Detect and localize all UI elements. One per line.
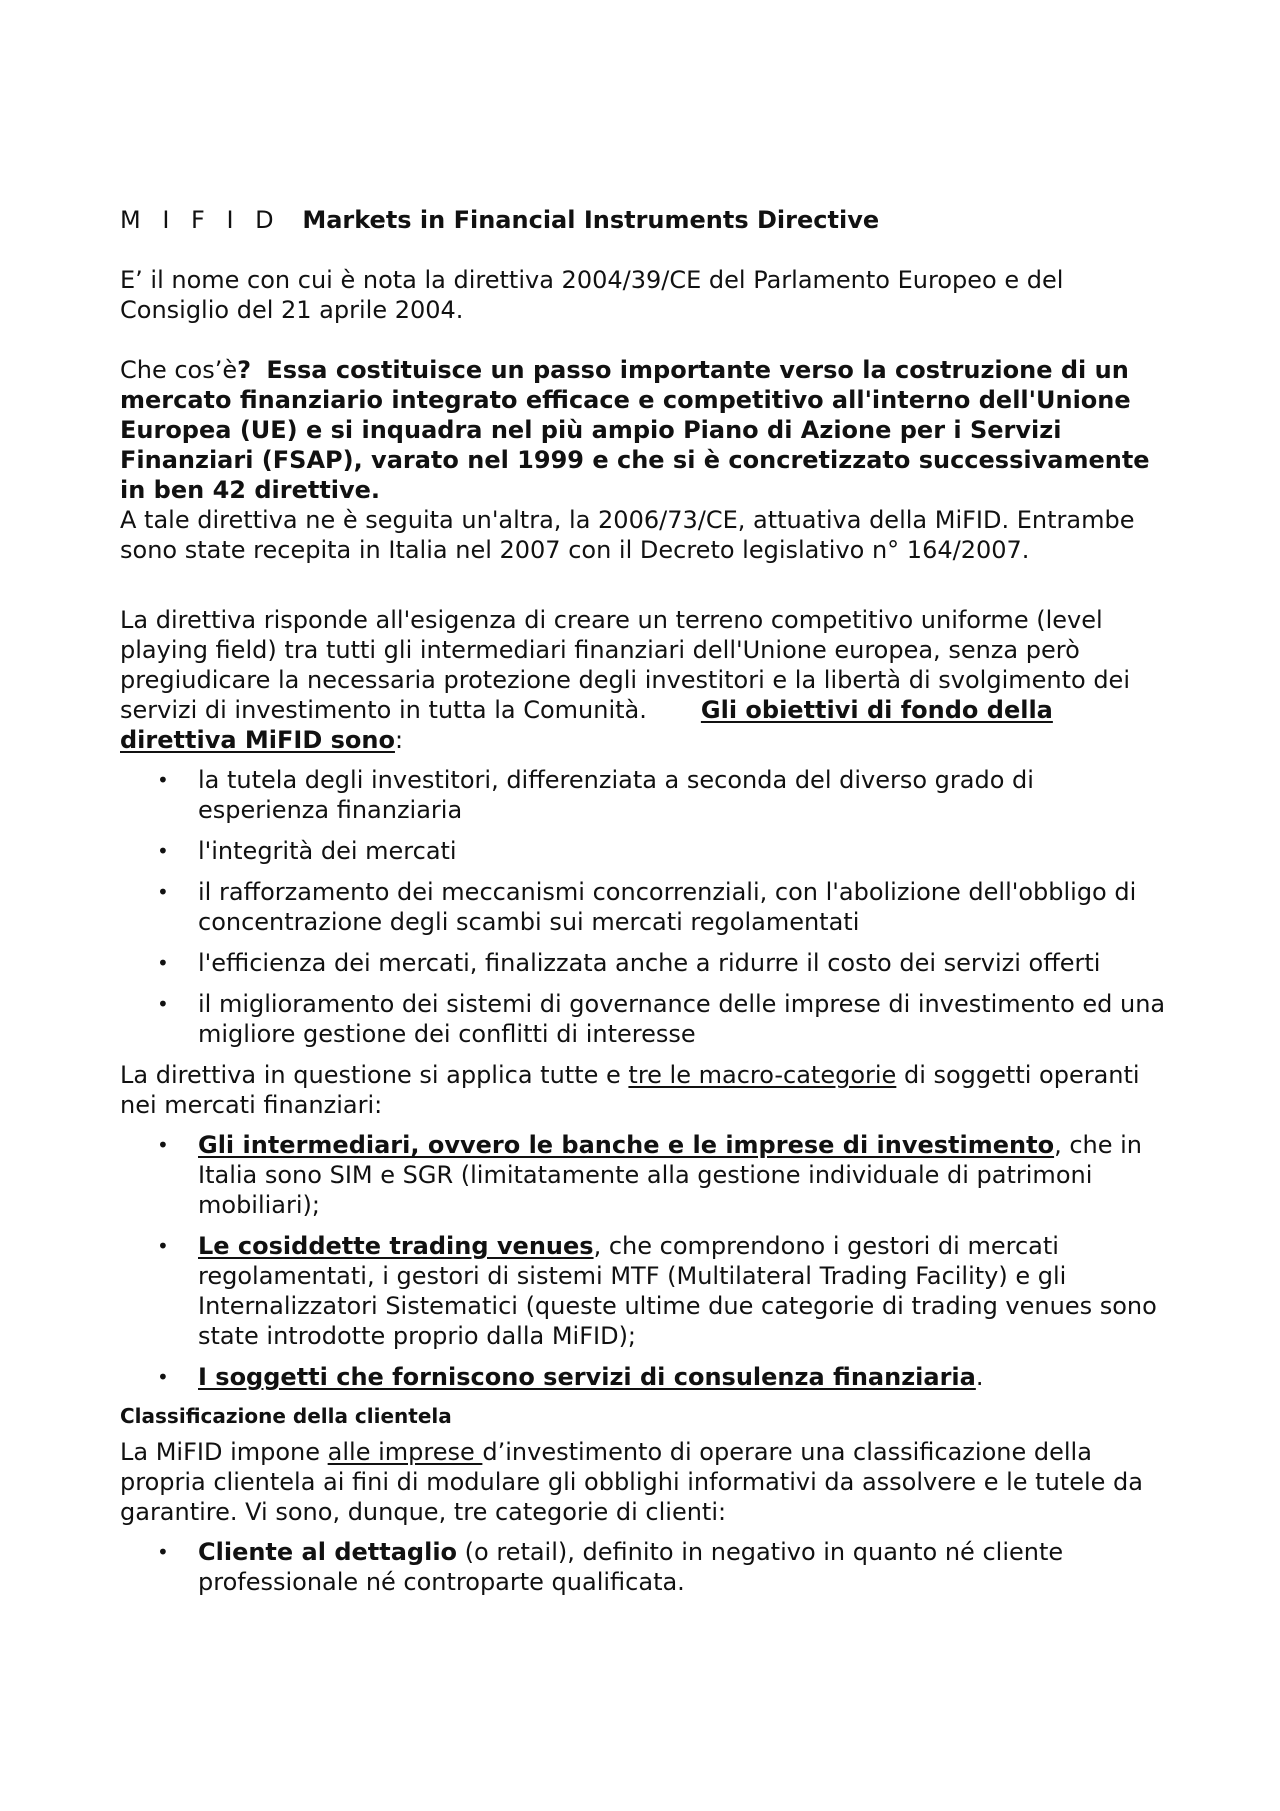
purpose-paragraph	[120, 605, 1170, 755]
bullet-icon: •	[157, 880, 169, 904]
clients-list	[120, 1537, 1170, 1597]
subjects-list	[120, 1130, 1170, 1392]
list-item: • I soggetti che forniscono servizi di consulenza finanziaria.	[157, 1363, 984, 1391]
bullet-icon: •	[157, 992, 169, 1016]
bullet-icon: •	[157, 839, 169, 863]
what-answer-bold: Essa costituisce un passo importante verso la costruzione di un mercato finanziario integrato efficace e competitivo all'interno dell'Unione Europea (UE) e si inquadra nel più ampio Piano di Azione per i Servizi Finanziari (FSAP), varato nel 1999 e che si è concretizzato successivamente in ben 42 direttive.	[120, 356, 1150, 504]
classification-paragraph: La MiFID impone alle imprese d’investimento di operare una classificazione della propria clientela ai fini di modulare gli obblighi informativi da assolvere e le tutele da garantire. Vi sono, dunque, tre categorie di clienti:	[120, 1438, 1143, 1526]
bullet-icon: •	[157, 951, 169, 975]
list-item: • Le cosiddette trading venues, che comprendono i gestori di mercati regolamentati, i gestori di sistemi MTF (Multilateral Trading Facility) e gli Internalizzatori Sistematici (queste ultime due categorie di trading venues sono state introdotte proprio dalla MiFID);	[157, 1232, 1157, 1350]
classification-heading: Classificazione della clientela	[120, 1404, 452, 1428]
objectives-label: Gli obiettivi di fondo della direttiva MiFID sono	[120, 696, 1053, 754]
follow-up-paragraph: A tale direttiva ne è seguita un'altra, la 2006/73/CE, attuativa della MiFID. Entrambe sono state recepita in Italia nel 2007 con il Decreto legislativo n° 164/2007.	[120, 506, 1135, 564]
title-acronym: M I F I D	[120, 206, 281, 234]
list-item: • il rafforzamento dei meccanismi concorrenziali, con l'abolizione dell'obbligo di concentrazione degli scambi sui mercati regolamentati	[157, 878, 1137, 936]
list-item: • il miglioramento dei sistemi di governance delle imprese di investimento ed una migliore gestione dei conflitti di interesse	[157, 990, 1166, 1048]
list-item: • la tutela degli investitori, differenziata a seconda del diverso grado di esperienza finanziaria	[157, 766, 1034, 824]
title-full-name: Markets in Financial Instruments Directive	[302, 206, 880, 234]
alle-imprese-underline: alle imprese	[327, 1438, 483, 1466]
bullet-icon: •	[157, 1365, 169, 1389]
macro-categories-underline: tre le macro-categorie	[628, 1061, 897, 1089]
bullet-icon: •	[157, 1540, 169, 1564]
document-title	[120, 205, 1170, 235]
list-item: • l'integrità dei mercati	[157, 837, 457, 865]
bullet-icon: •	[157, 1133, 169, 1157]
objectives-colon: :	[394, 726, 404, 754]
applies-paragraph: La direttiva in questione si applica tutte e tre le macro-categorie di soggetti operanti nei mercati finanziari:	[120, 1061, 1140, 1119]
bullet-icon: •	[157, 1234, 169, 1258]
purpose-text: La direttiva risponde all'esigenza di creare un terreno competitivo uniforme (level playing field) tra tutti gli intermediari finanziari dell'Unione europea, senza però pregiudicare la necessaria protezione degli investitori e la libertà di svolgimento dei servizi di investimento in tutta la Comunità.	[120, 606, 1130, 724]
what-question: Che cos’è	[120, 356, 238, 384]
list-item: • Cliente al dettaglio (o retail), definito in negativo in quanto né cliente professionale né controparte qualificata.	[157, 1538, 1064, 1596]
list-item: • l'efficienza dei mercati, finalizzata anche a ridurre il costo dei servizi offerti	[157, 949, 1101, 977]
bullet-icon: •	[157, 768, 169, 792]
intro-paragraph: E’ il nome con cui è nota la direttiva 2004/39/CE del Parlamento Europeo e del Consiglio del 21 aprile 2004.	[120, 266, 1064, 324]
objectives-list	[120, 765, 1170, 1049]
what-question-mark: ?	[237, 356, 252, 384]
document-page	[120, 205, 1170, 1608]
list-item: • Gli intermediari, ovvero le banche e le imprese di investimento, che in Italia sono SIM e SGR (limitatamente alla gestione individuale di patrimoni mobiliari);	[157, 1131, 1143, 1219]
what-is-paragraph	[120, 355, 1170, 505]
